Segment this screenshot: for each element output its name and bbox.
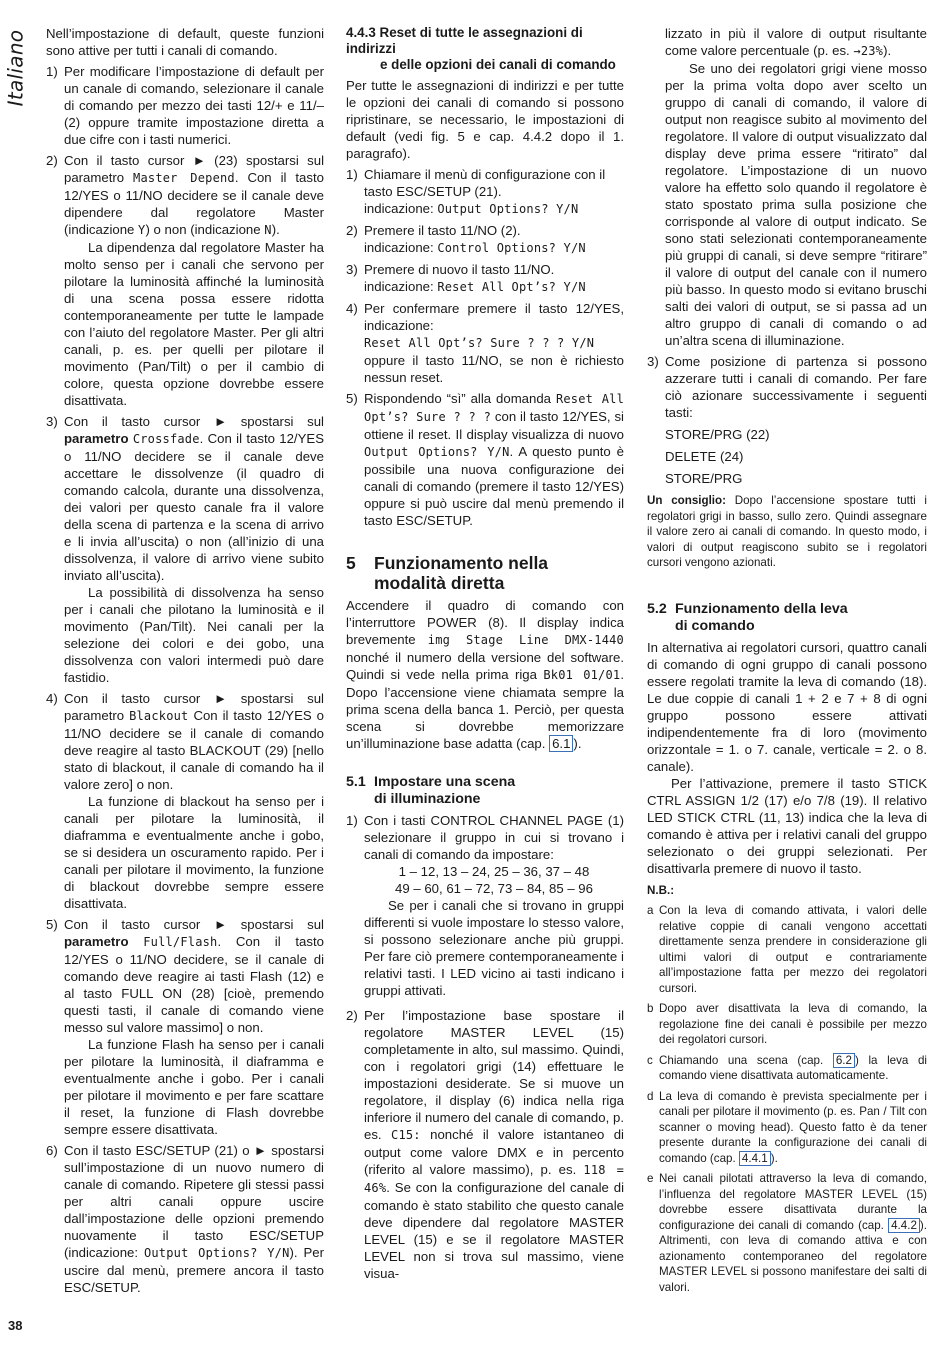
display-code: C15: (391, 1128, 421, 1142)
display-code: Y (138, 223, 146, 237)
list-item: 6) Con il tasto ESC/SETUP (21) o ► spostarsi sull’impostazione di un nuovo numero di canale di comando. Ripetere gli stessi passi per altri canali oppure uscire dall’impostazione delle opzioni premendo nuovamente il tasto ESC/SETUP (indicazione: Output Options? Y/N). Per uscire dal menù, premere ancora il tasto ESC/SETUP. (46, 1143, 324, 1295)
list-item: 4) Con il tasto cursor ► spostarsi sul parametro Blackout Con il tasto 12/YES o 11/NO decidere se il canale di comando deve reagire al tasto BLACKOUT (29) [nello stato di blackout, il canale di comando ha il valore zero] o non. La funzione di blackout ha senso per i canali per pilotare la luminosità, il diaframma e eventualmente anche i gobo, se si desidera un oscuramento rapido. Per i canali per pilotare il movimento, la funzione di blackout dovrebbe sempre essere disattivata. (46, 691, 324, 911)
column-2 (346, 25, 624, 1282)
key-sequence-step: STORE/PRG (22) (665, 427, 770, 442)
note-item: e Nei canali pilotati attraverso la leva di comando, l’influenza del regolatore MASTER LEVEL (15) dovrebbe essere disattivata durante la configurazione dei canali di comando (cap. 4.4.2 ). Altrimenti, con leva di comando attiva e con azionamento contemporaneo del regolatore MASTER LEVEL si possono manifestare dei salti di valori. (647, 1172, 927, 1294)
display-code: Reset All Opt’s? Sure ? ? ? (364, 392, 625, 424)
list-item: 2) Per l’impostazione base spostare il regolatore MASTER LEVEL (15) completamente in alto, sul massimo. Quindi, con i regolatori grigi (14) effettuare le impostazioni desiderate. Se si muove un regolatore, il display (6) indica nella riga inferiore il numero del canale di comando, p. es. C15: nonché il valore istantaneo di output come valore DMX e in percento (riferito al valore massimo), p. es. 118 = 46%. Se con la configurazione del canale di comando è stato stabilito che questo canale deve dipendere dal regolatore MASTER LEVEL (15) e se il regolatore MASTER LEVEL non si trova sul massimo, viene visua- (346, 1008, 624, 1281)
paragraph: La funzione di blackout ha senso per i canali per pilotare la luminosità, il diaframma e eventualmente anche i gobo, se si desidera un oscuramento rapido. Per i canali per pilotare il movimento, la funzione di blackout dovrebbe sempre essere disattivata. (64, 794, 324, 911)
paragraph: lizzato in più il valore di output risultante come valore percentuale (p. es. →23%). (665, 26, 927, 58)
list-item: 3) Premere di nuovo il tasto 11/NO. indicazione: Reset All Opt’s? Y/N (346, 262, 586, 294)
display-code: Full/Flash (143, 935, 218, 949)
section-heading-5-2: 5.2 Funzionamento della leva di comando (647, 600, 848, 634)
channel-range: 1 – 12, 13 – 24, 25 – 36, 37 – 48 (398, 864, 590, 879)
paragraph: La possibilità di dissolvenza ha senso per i canali che pilotano la luminosità e il movimento (Pan/Tilt). Nei canali per la selezione dei colori e dei gobo, una dissolvenza con valori intermedi può dare fastidio. (64, 585, 324, 685)
display-code: Bk01 01/01 (543, 668, 621, 682)
list-item: 5) Con il tasto cursor ► spostarsi sul parametro Full/Flash. Con il tasto 12/YES o 11/NO decidere, se il canale di comando deve reagire ai tasti Flash (12) e al tasto FULL ON (28) [cioè, premendo questi tasti, il canale di comando viene messo sul valore massimo] o non. La funzione Flash ha senso per i canali per pilotare la luminosità, il diaframma e eventualmente anche i gobo. Per i canali per pilotare il movimento e per fare scattare il reset, la funzione di Flash dovrebbe sempre essere disattivata. (46, 917, 324, 1137)
paragraph: Per l’attivazione, premere il tasto STICK CTRL ASSIGN 1/2 (17) e/o 7/8 (19). Il relativo LED STICK CTRL (11, 13) indica che la leva di comando è attiva per i relativi canali del gruppo selezionato o dei gruppi selezionati. Per disattivarla premere di nuovo il tasto. (647, 775, 927, 876)
display-code: Crossfade (132, 432, 200, 446)
note-item: c Chiamando una scena (cap. 6.2 ) la leva di comando viene disattivata automaticamente. (647, 1053, 928, 1082)
section-heading-5-1: 5.1 Impostare una scena di illuminazione (346, 774, 516, 807)
note-item: b Dopo aver disattivata la leva di comando, la regolazione fine dei canali è possibile per mezzo dei regolatori cursori. (647, 1002, 927, 1046)
section-heading-5: 5 Funzionamento nella modalità diretta (346, 553, 549, 593)
list-item: 2) Con il tasto cursor ► (23) spostarsi sul parametro Master Depend. Con il tasto 12/YES o 11/NO decidere se il canale deve dipendere dal regolatore Master (indicazione Y) o non (indicazione N). La dipendenza dal regolatore Master ha molto senso per i canali che servono per pilotare la luminosità affinché la luminosità di una scena possa essere ridotta contemporaneamente per tutte le lampade con l’aiuto del regolatore Master. Per gli altri canali, p. es. per quelli per pilotare il movimento (Pan/Tilt) o per il cambio di colore, questa opzione dovrebbe essere disattivata. (46, 153, 324, 408)
note-label: N.B.: (647, 883, 675, 897)
list-item: 1) Per modificare l’impostazione di default per un canale di comando, selezionare il canale di comando per mezzo dei tasti 12/+ e 11/– (2) oppure tramite impostazione diretta a due cifre con i tasti numerici. (46, 64, 324, 147)
section-heading-4-4-3: 4.4.3 Reset di tutte le assegnazioni di indirizzi e delle opzioni dei canali di comando (346, 25, 616, 72)
language-side-label: Italiano (3, 29, 27, 107)
display-code: N (264, 223, 272, 237)
list-item: 5) Rispondendo “sì” alla domanda Reset All Opt’s? Sure ? ? ? con il tasto 12/YES, si ottiene il reset. Il display visualizza di nuovo Output Options? Y/N. A questo punto è possibile una nuova configurazione dei canali di comando (premere il tasto 12/YES) oppure si può uscire dal menù premendo il tasto ESC/SETUP. (346, 391, 625, 528)
column-1 (46, 25, 324, 1296)
list-item: 3) Come posizione di partenza si possono azzerare tutti i canali di comando. Per fare ciò azionare successivamente i seguenti tasti: STORE/PRG (22) DELETE (24) STORE/PRG (647, 354, 927, 486)
display-code: Reset All Opt’s? Sure ? ? ? Y/N (364, 336, 595, 350)
channel-range: 49 – 60, 61 – 72, 73 – 84, 85 – 96 (395, 881, 593, 896)
chapter-link[interactable]: 4.4.2 (888, 1218, 920, 1233)
paragraph: Se per i canali che si trovano in gruppi differenti si vuole impostare lo stesso valore, si possono selezionare anche più gruppi. Per fare ciò premere contemporaneamente i relativi tasti. I LED vicino ai tasti indicano i gruppi attivati. (364, 898, 624, 998)
chapter-link[interactable]: 4.4.1 (739, 1151, 771, 1166)
list-item: 2) Premere il tasto 11/NO (2). indicazione: Control Options? Y/N (346, 223, 586, 255)
paragraph: Per tutte le assegnazioni di indirizzi e per tutte le opzioni dei canali di comando si possono ripristinare, se necessario, le impostazioni di default (vedi fig. 5 e cap. 4.4.2 dopo il 1. paragrafo). (346, 78, 624, 161)
list-item: 1) Con i tasti CONTROL CHANNEL PAGE (1) selezionare il gruppo in cui si trovano i canali di comando da impostare: 1 – 12, 13 – 24, 25 – 36, 37 – 48 49 – 60, 61 – 72, 73 – 84, 85 – 96 Se per i canali che si trovano in gruppi differenti si vuole impostare lo stesso valore, si possono selezionare anche più gruppi. Per fare ciò premere contemporaneamente i relativi tasti. I LED vicino ai tasti indicano i gruppi attivati. (346, 813, 624, 998)
display-code: →23% (853, 44, 884, 58)
paragraph: In alternativa ai regolatori cursori, quattro canali di comando di ogni gruppo di canali possono essere regolati tramite la leva di comando (18). Le due coppie di canali 1 + 2 e 7 + 8 di ogni gruppo possono essere attivati indipendentemente fra di loro (movimento orizzontale = 1. o 7. canale, verticale = 2. o 8. canale). (647, 639, 927, 774)
key-sequence-step: DELETE (24) (665, 449, 744, 464)
chapter-link[interactable]: 6.1 (549, 735, 573, 752)
column-3 (647, 25, 927, 1295)
paragraph: La funzione Flash ha senso per i canali per pilotare la luminosità, il diaframma e eventualmente anche i gobo. Per i canali per pilotare il movimento e per fare scattare il reset, la funzione di Flash dovrebbe sempre essere disattivata. (64, 1037, 324, 1137)
intro-paragraph: Nell’impostazione di default, queste funzioni sono attive per tutti i canali di comando. (46, 26, 324, 58)
tip-paragraph: Un consiglio: Dopo l’accensione spostare tutti i regolatori grigi in basso, sullo zero. Quindi assegnare il valore zero ai canali di comando. In questo modo, i valori di output reagiscono subito se i regolatori cursori vengono azionati. (647, 494, 927, 569)
list-item: 4) Per confermare premere il tasto 12/YES, indicazione: Reset All Opt’s? Sure ? ? ? Y/N oppure il tasto 11/NO, se non è richiesto nessun reset. (346, 301, 624, 385)
display-code: Master Depend (133, 171, 235, 185)
paragraph: La dipendenza dal regolatore Master ha molto senso per i canali che servono per pilotare la luminosità affinché la luminosità di una scena possa essere ridotta contemporaneamente per tutte le lampade con l’aiuto del regolatore Master. Per gli altri canali, p. es. per quelli per pilotare il movimento (Pan/Tilt) o per il cambio di colore, questa opzione dovrebbe essere disattivata. (64, 240, 324, 408)
page-number: 38 (8, 1318, 23, 1333)
paragraph: Accendere il quadro di comando con l’interruttore POWER (8). Il display indica brevemente img Stage Line DMX-1440 nonché il numero della versione del software. Quindi si vede nella prima riga Bk01 01/01. Dopo l’accensione viene chiamata sempre la prima scena della banca 1. Perciò, per questa scena si dovrebbe memorizzare un’illuminazione base adatta (cap. 6.1 ). (346, 598, 624, 751)
display-code: 118 = 46% (364, 1163, 624, 1195)
display-code: Control Options? Y/N (437, 241, 586, 255)
display-code: Blackout (129, 709, 189, 723)
display-code: img Stage Line DMX-1440 (427, 633, 624, 647)
display-code: Output Options? Y/N (364, 445, 510, 459)
display-code: Output Options? Y/N (143, 1246, 290, 1260)
chapter-link[interactable]: 6.2 (833, 1053, 855, 1068)
paragraph: Se uno dei regolatori grigi viene mosso per la prima volta dopo aver scelto un gruppo di canali di comando, il valore di output non reagisce subito al movimento del regolatore. Il valore di output visualizzato dal display deve prima essere “ritirato” dal regolatore. L’impostazione di un nuovo valore ha effetto solo quando il regolatore è stato spostato prima sulla posizione che corrisponde al valore di output indicato. Se sono stati selezionati contemporaneamente più gruppi di canali, si deve sempre “ritirare” il valore di output del canale con il numero più basso. In questo modo si evitano bruschi salti dei valori di output, se si passa ad un altro gruppo di canali di comando o ad un’altra scena di illuminazione. (665, 61, 927, 348)
display-code: Output Options? Y/N (437, 202, 579, 216)
key-sequence-step: STORE/PRG (665, 471, 743, 486)
display-code: Reset All Opt’s? Y/N (437, 280, 586, 294)
list-item: 1) Chiamare il menù di configurazione con il tasto ESC/SETUP (21). indicazione: Output Options? Y/N (346, 167, 606, 216)
note-item: a Con la leva di comando attivata, i valori delle relative coppie di canali vengono accettati direttamente senza prendere in considerazione gli ultimi valori di output e contrariamente all’impostazione fatta per mezzo dei regolatori cursori. (647, 904, 927, 995)
list-item: 3) Con il tasto cursor ► spostarsi sul parametro Crossfade. Con il tasto 12/YES o 11/NO decidere se il canale deve accettare le dissolvenze (il quadro di comando calcola, durante una dissolvenza, dei valori per questo canale fra il valore della scena di partenza e la scena di arrivo e li invia all’uscita) o non (all’inizio di una dissolvenza, il valore di arrivo viene subito inviato all’uscita). La possibilità di dissolvenza ha senso per i canali che pilotano la luminosità e il movimento (Pan/Tilt). Nei canali per la selezione dei colori e dei gobo, una dissolvenza con valori intermedi può dare fastidio. (46, 414, 324, 685)
note-item: d La leva di comando è prevista specialmente per i canali per pilotare il movimento (p. es. Pan / Tilt con scanner o moving head). Questo fatto è da tener presente durante la configurazione dei canali di comando (cap. 4.4.1 ). (647, 1089, 927, 1165)
